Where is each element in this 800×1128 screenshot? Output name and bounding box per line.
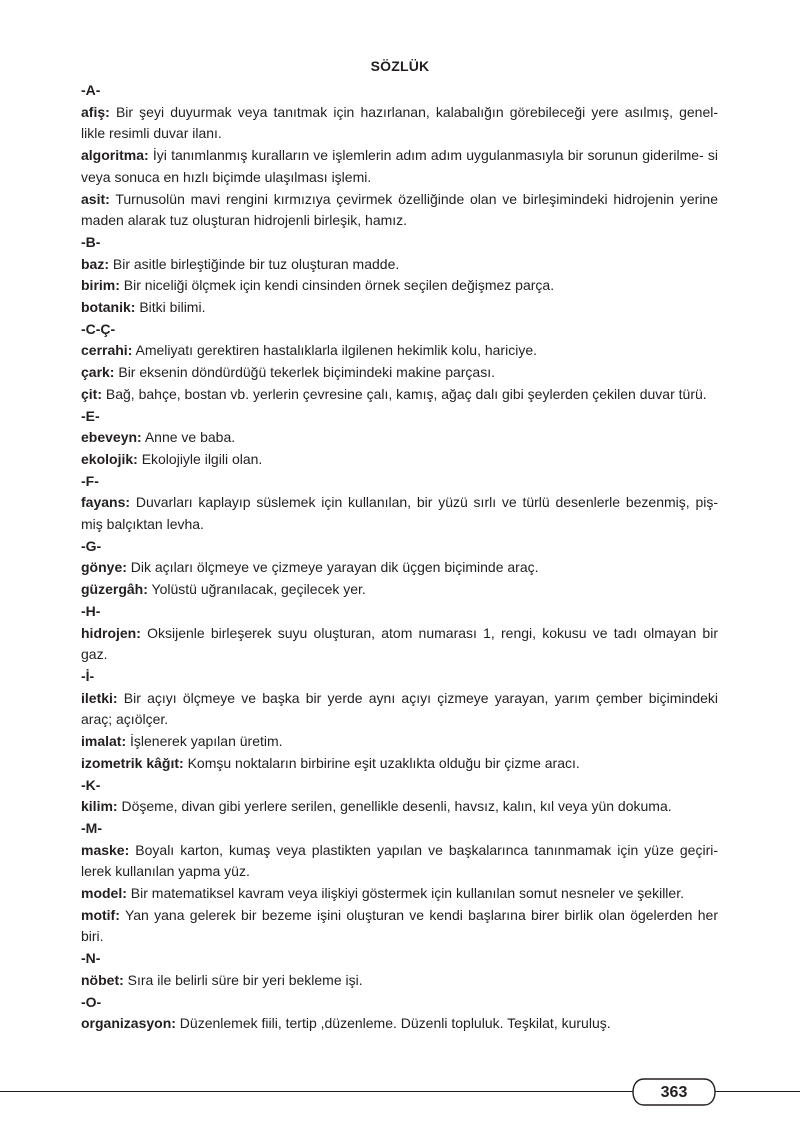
entry-term: gönye: xyxy=(81,559,127,576)
entry-definition: Oksijenle birleşerek suyu oluşturan, atom numarası 1, rengi, kokusu ve tadı olmayan bir gaz. xyxy=(81,624,718,663)
entry-definition: İşlenerek yapılan üretim. xyxy=(130,733,283,750)
section-letter: -B- xyxy=(81,233,101,250)
glossary-entry xyxy=(81,189,718,232)
glossary-body xyxy=(81,80,718,1035)
entry-definition: Düzenlemek fiili, tertip ,düzenleme. Düzenli topluluk. Teşkilat, kuruluş. xyxy=(179,1015,611,1032)
glossary-entry xyxy=(81,753,718,775)
entry-term: botanik: xyxy=(81,299,136,316)
section-letter: -A- xyxy=(81,82,101,98)
glossary-entry xyxy=(81,688,718,731)
entry-term: imalat: xyxy=(81,733,127,750)
section-letter: -F- xyxy=(81,472,99,489)
entry-term: organizasyon: xyxy=(81,1015,176,1032)
glossary-entry xyxy=(81,557,718,579)
section-letter: -N- xyxy=(81,950,101,967)
section-letter: -M- xyxy=(81,819,102,836)
entry-definition: Boyalı karton, kumaş veya plastikten yapılan ve başkalarınca tanınmamak için yüze geçiri- lerek kullanılan yapma yüz. xyxy=(81,841,719,880)
entry-definition: Anne ve baba. xyxy=(144,429,236,446)
entry-definition: Bir asitle birleştiğinde bir tuz oluşturan madde. xyxy=(112,255,400,272)
section-letter: -G- xyxy=(81,537,102,554)
entry-definition: Bir açıyı ölçmeye ve başka bir yerde aynı açıyı çizmeye yarayan, yarım çember biçimindeki araç; açıölçer. xyxy=(81,689,718,728)
entry-definition: Bir matematiksel kavram veya ilişkiyi göstermek için kullanılan somut nesneler ve şekiller. xyxy=(130,885,684,902)
entry-term: baz: xyxy=(81,255,109,272)
footer-rule-left xyxy=(0,1091,642,1092)
entry-term: fayans: xyxy=(81,494,131,511)
entry-term: cerrahi: xyxy=(81,342,133,359)
section-letter: -İ- xyxy=(81,667,95,684)
section-letter: -K- xyxy=(81,776,101,793)
glossary-entry xyxy=(81,384,718,406)
section-letter: -H- xyxy=(81,602,101,619)
glossary-entry xyxy=(81,796,718,818)
entry-term: afiş: xyxy=(81,103,110,120)
entry-definition: Bir şeyi duyurmak veya tanıtmak için hazırlanan, kalabalığın görebileceği yere asılmış, genel- likle resimli duvar ilanı. xyxy=(81,103,719,142)
glossary-entry xyxy=(81,362,718,384)
entry-term: güzergâh: xyxy=(81,581,148,598)
entry-definition: Bir niceliği ölçmek için kendi cinsinden örnek seçilen değişmez parça. xyxy=(123,277,555,294)
glossary-entry xyxy=(81,905,718,948)
entry-definition: Bağ, bahçe, bostan vb. yerlerin çevresine çalı, kamış, ağaç dalı gibi şeylerden çekilen duvar türü. xyxy=(105,385,707,402)
glossary-entry xyxy=(81,623,718,666)
entry-term: nöbet: xyxy=(81,971,124,988)
entry-term: birim: xyxy=(81,277,120,294)
entry-definition: Döşeme, divan gibi yerlere serilen, genellikle desenli, havsız, kalın, kıl veya yün dokuma. xyxy=(121,798,672,815)
footer-rule-right xyxy=(706,1091,800,1092)
glossary-entry xyxy=(81,1013,718,1035)
entry-term: iletki: xyxy=(81,689,118,706)
glossary-entry xyxy=(81,145,718,188)
page-number: 363 xyxy=(660,1084,688,1101)
glossary-entry xyxy=(81,840,718,883)
entry-term: hidrojen: xyxy=(81,624,141,641)
glossary-entry xyxy=(81,492,718,535)
section-letter: -O- xyxy=(81,993,102,1010)
entry-definition: Komşu noktaların birbirine eşit uzaklıkta olduğu bir çizme aracı. xyxy=(187,754,580,771)
entry-definition: Bir eksenin döndürdüğü tekerlek biçimindeki makine parçası. xyxy=(118,364,495,381)
entry-definition: Turnusolün mavi rengini kırmızıya çevirmek özelliğinde olan ve birleşimindeki hidrojenin yerine maden alarak tuz oluşturan hidrojenli birleşik, hamız. xyxy=(81,190,718,229)
section-letter: -E- xyxy=(81,407,100,424)
entry-definition: İyi tanımlanmış kuralların ve işlemlerin adım adım uygulanmasıyla bir sorunun giderilme- si veya sonuca en hızlı biçimde ulaşılması işlemi. xyxy=(81,147,718,185)
glossary-entry xyxy=(81,102,718,145)
entry-term: kilim: xyxy=(81,798,118,815)
entry-term: çark: xyxy=(81,364,115,381)
glossary-entry xyxy=(81,254,718,276)
entry-term: ekolojik: xyxy=(81,450,138,467)
entry-term: çit: xyxy=(81,385,102,402)
glossary-entry xyxy=(81,340,718,362)
section-letter: -C-Ç- xyxy=(81,320,116,337)
entry-definition: Yolüstü uğranılacak, geçilecek yer. xyxy=(151,581,366,598)
entry-definition: Ameliyatı gerektiren hastalıklarla ilgilenen hekimlik kolu, hariciye. xyxy=(135,342,537,359)
entry-definition: Dik açıları ölçmeye ve çizmeye yarayan dik üçgen biçiminde araç. xyxy=(130,559,539,576)
entry-definition: Duvarları kaplayıp süslemek için kullanılan, bir yüzü sırlı ve türlü desenlerle bezenmiş, piş- miş balçıktan levha. xyxy=(81,494,719,533)
entry-term: maske: xyxy=(81,841,130,858)
glossary-entry xyxy=(81,883,718,905)
entry-definition: Bitki bilimi. xyxy=(139,299,206,316)
entry-term: asit: xyxy=(81,190,110,207)
entry-term: model: xyxy=(81,885,127,902)
entry-term: motif: xyxy=(81,906,120,923)
glossary-entry xyxy=(81,970,718,992)
page-title: SÖZLÜK xyxy=(370,58,430,74)
entry-term: izometrik kâğıt: xyxy=(81,754,184,771)
glossary-entry xyxy=(81,579,718,601)
entry-definition: Yan yana gelerek bir bezeme işini oluşturan ve kendi başlarına birer birlik olan ögelerden her biri. xyxy=(81,906,719,945)
entry-term: ebeveyn: xyxy=(81,429,142,446)
glossary-entry xyxy=(81,427,718,449)
entry-definition: Sıra ile belirli süre bir yeri bekleme işi. xyxy=(127,971,363,988)
entry-term: algoritma: xyxy=(81,147,149,164)
glossary-entry xyxy=(81,297,718,319)
glossary-entry xyxy=(81,275,718,297)
entry-definition: Ekolojiyle ilgili olan. xyxy=(141,450,263,467)
glossary-entry xyxy=(81,731,718,753)
glossary-entry xyxy=(81,449,718,471)
